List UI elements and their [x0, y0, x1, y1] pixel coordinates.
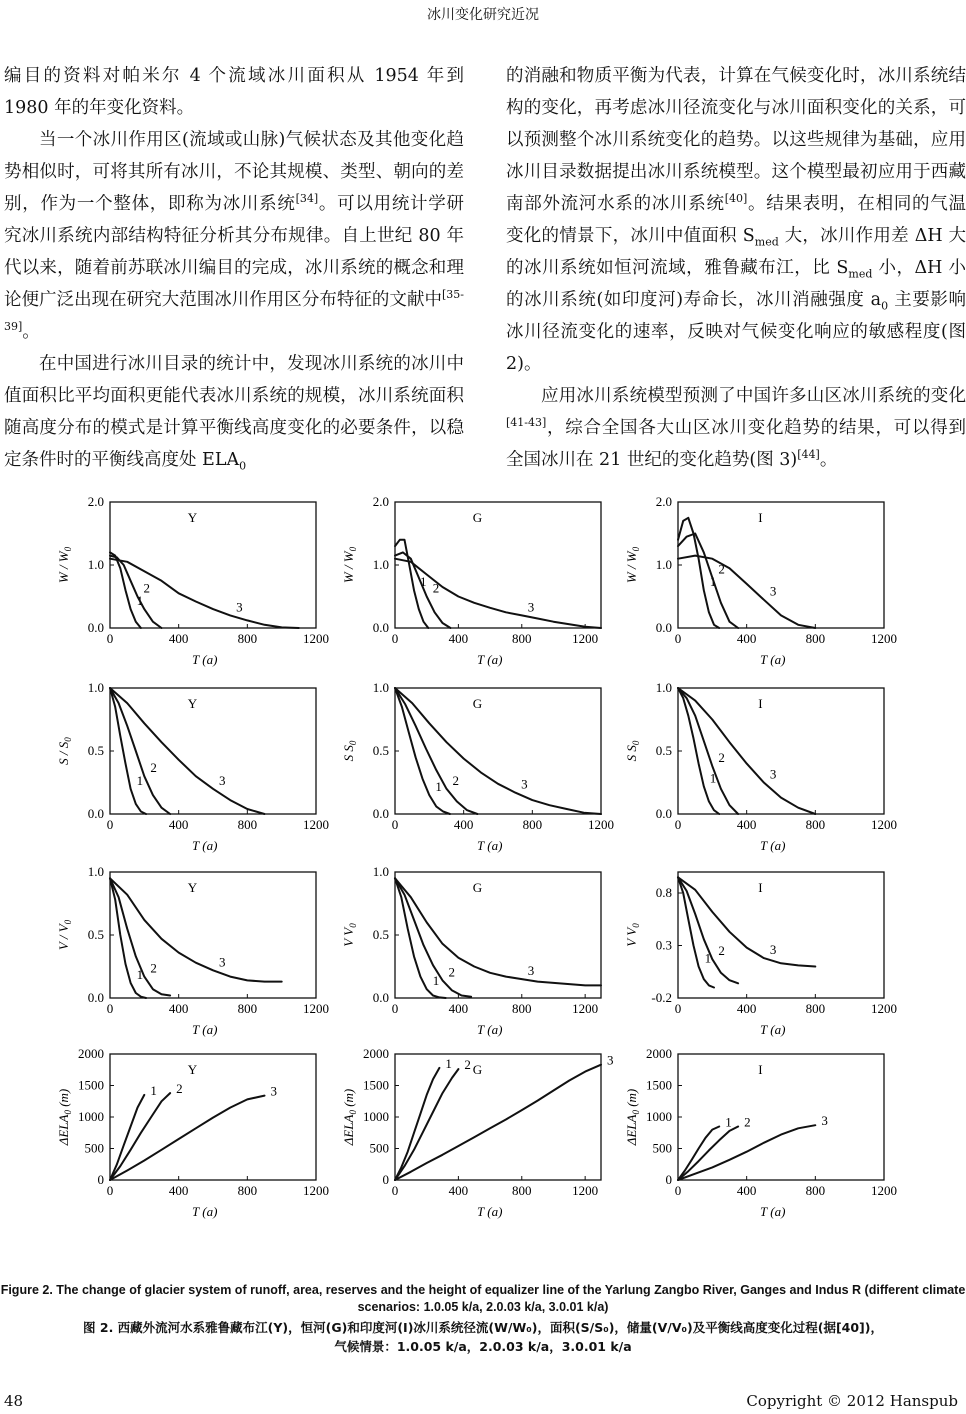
x-axis-title: T (a) — [192, 1204, 218, 1219]
series-label-2: 2 — [432, 580, 440, 596]
x-tick-label: 400 — [168, 1001, 189, 1016]
y-tick-label: 1.0 — [372, 864, 389, 879]
y-tick-label: 0.0 — [87, 990, 104, 1005]
series-label-3: 3 — [527, 599, 535, 615]
x-tick-label: 400 — [168, 631, 189, 646]
panel-label: I — [758, 880, 763, 895]
series-label-1: 1 — [725, 1114, 732, 1130]
y-tick-label: 0.5 — [655, 743, 672, 758]
y-tick-label: 500 — [84, 1140, 104, 1156]
series-label-3: 3 — [527, 963, 535, 979]
x-tick-label: 1200 — [572, 1001, 599, 1016]
chart-svg — [325, 496, 615, 672]
x-tick-label: 800 — [237, 631, 258, 646]
chart-svg — [325, 682, 615, 858]
series-line-2 — [395, 552, 451, 628]
series-label-3: 3 — [607, 1052, 614, 1068]
series-line-2 — [110, 1093, 170, 1180]
x-tick-label: 800 — [805, 631, 826, 646]
paragraph: 的消融和物质平衡为代表，计算在气候变化时，冰川系统结构的变化，再考虑冰川径流变化与冰川面积变化的关系，可以预测整个冰川系统变化的趋势。以这些规律为基础，应用冰川目录数据提出冰川系统模型。这个模型最初应用于西藏南部外流河水系的冰川系统[40]。结果表明，在相同的气温变化的情景下，冰川中值面积 $S_{med}$ 大，冰川作用差 ΔH 大的冰川系统如恒河流域，雅鲁藏布江，比 $S_{med}$ 小，ΔH 小的冰川系统(如印度河)寿命长，冰川消融强度 $a_0$ 主要影响冰川径流变化的速率，反映对气候变化响应的敏感程度(图 2)。 — [506, 66, 966, 374]
x-tick-label: 1200 — [303, 631, 329, 646]
y-tick-label: 2000 — [646, 1046, 672, 1061]
series-label-1: 1 — [709, 770, 717, 786]
chart-svg — [40, 866, 330, 1042]
y-tick-label: 1.0 — [372, 680, 389, 695]
series-line-1 — [110, 552, 141, 628]
x-tick-label: 0 — [674, 817, 682, 832]
series-line-2 — [678, 534, 738, 629]
series-line-1 — [110, 688, 146, 814]
citation: [35-39] — [4, 288, 464, 334]
x-axis-title: T (a) — [760, 838, 786, 853]
y-tick-label: 0 — [382, 1172, 389, 1187]
series-line-1 — [678, 877, 714, 987]
panel-label: G — [472, 510, 483, 525]
y-tick-label: 0.0 — [87, 806, 104, 821]
series-label-1: 1 — [704, 950, 712, 966]
paragraph: 应用冰川系统模型预测了中国许多山区冰川系统的变化[41-43]，综合全国各大山区冰川变化趋势的结果，可以得到全国冰川在 21 世纪的变化趋势(图 3)[44]。 — [506, 386, 966, 470]
chart-ela-i — [608, 1048, 898, 1224]
series-label-2: 2 — [448, 964, 456, 980]
chart-runoff-i — [608, 496, 898, 672]
series-line-3 — [395, 688, 601, 814]
chart-volume-i — [608, 866, 898, 1042]
x-tick-label: 800 — [805, 817, 826, 832]
panel-label: Y — [187, 880, 198, 895]
x-tick-label: 1200 — [871, 817, 897, 832]
y-axis-title: S $S_0$ — [624, 740, 641, 762]
series-label-1: 1 — [420, 574, 427, 590]
y-tick-label: 1.0 — [372, 557, 389, 572]
x-tick-label: 1200 — [871, 631, 897, 646]
series-line-2 — [395, 688, 477, 814]
y-axis-title: W / $W_0$ — [624, 546, 641, 584]
x-tick-label: 400 — [168, 817, 189, 832]
y-tick-label: 0.5 — [87, 927, 104, 942]
chart-svg — [40, 682, 330, 858]
x-tick-label: 1200 — [572, 631, 599, 646]
series-label-3: 3 — [769, 583, 777, 599]
x-tick-label: 1200 — [303, 1183, 329, 1198]
x-tick-label: 0 — [391, 817, 399, 832]
y-tick-label: 0.0 — [372, 806, 389, 821]
chart-runoff-g — [325, 496, 615, 672]
series-label-1: 1 — [136, 772, 144, 788]
series-label-2: 2 — [176, 1081, 183, 1097]
chart-area-i — [608, 682, 898, 858]
y-axis-title: W / $W_0$ — [56, 546, 73, 584]
y-axis-title: $\Delta ELA_0$ (m) — [56, 1088, 73, 1146]
x-axis-title: T (a) — [192, 838, 218, 853]
x-tick-label: 1200 — [588, 817, 614, 832]
series-label-1: 1 — [435, 779, 442, 795]
chart-area-g — [325, 682, 615, 858]
x-axis-title: T (a) — [477, 838, 503, 853]
x-tick-label: 800 — [805, 1183, 826, 1198]
series-line-1 — [678, 688, 719, 814]
x-tick-label: 0 — [106, 631, 114, 646]
panel-label: Y — [187, 1062, 198, 1077]
panel-label: Y — [187, 510, 198, 525]
chart-svg — [325, 1048, 615, 1224]
plot-frame — [110, 688, 316, 814]
y-tick-label: 1000 — [363, 1109, 389, 1124]
series-label-2: 2 — [464, 1057, 471, 1073]
chart-area-y — [40, 682, 330, 858]
x-tick-label: 0 — [391, 631, 399, 646]
series-label-2: 2 — [452, 772, 459, 788]
x-tick-label: 400 — [168, 1183, 189, 1198]
series-label-1: 1 — [709, 574, 717, 590]
chart-svg — [608, 1048, 898, 1224]
series-label-2: 2 — [150, 960, 157, 976]
x-tick-label: 0 — [674, 631, 682, 646]
x-tick-label: 400 — [453, 817, 474, 832]
y-tick-label: 2.0 — [87, 494, 104, 509]
series-line-3 — [395, 1065, 601, 1180]
chart-svg — [325, 866, 615, 1042]
series-label-3: 3 — [769, 766, 777, 782]
series-line-2 — [110, 688, 170, 814]
series-label-3: 3 — [219, 954, 226, 970]
y-tick-label: 0.5 — [372, 927, 389, 942]
x-tick-label: 0 — [106, 1183, 114, 1198]
series-line-3 — [110, 1096, 265, 1180]
x-tick-label: 800 — [512, 631, 532, 646]
panel-label: G — [472, 880, 483, 895]
x-tick-label: 800 — [512, 1001, 532, 1016]
y-axis-title: $\Delta ELA_0$ (m) — [624, 1088, 641, 1146]
y-axis-title: V / $V_0$ — [56, 919, 73, 951]
series-label-1: 1 — [445, 1055, 452, 1071]
x-tick-label: 800 — [522, 817, 543, 832]
left-text-column — [4, 60, 464, 476]
series-label-3: 3 — [821, 1113, 828, 1129]
chart-runoff-y — [40, 496, 330, 672]
y-tick-label: 1.0 — [655, 557, 672, 572]
series-label-3: 3 — [236, 599, 243, 615]
y-tick-label: -0.2 — [651, 990, 672, 1005]
x-tick-label: 0 — [391, 1001, 399, 1016]
panel-label: I — [758, 510, 763, 525]
series-label-3: 3 — [270, 1083, 277, 1099]
y-axis-title: V $V_0$ — [624, 923, 641, 947]
x-tick-label: 1200 — [572, 1183, 599, 1198]
chart-ela-y — [40, 1048, 330, 1224]
paragraph: 编目的资料对帕米尔 4 个流域冰川面积从 1954 年到 1980 年的年变化资料。 — [4, 66, 464, 118]
x-axis-title: T (a) — [760, 652, 786, 667]
panel-label: G — [472, 1062, 483, 1077]
series-line-2 — [678, 688, 738, 814]
chart-ela-g — [325, 1048, 615, 1224]
chart-svg — [40, 1048, 330, 1224]
series-label-2: 2 — [143, 580, 150, 596]
x-axis-title: T (a) — [192, 652, 218, 667]
x-axis-title: T (a) — [477, 1022, 503, 1037]
y-tick-label: 1.0 — [655, 680, 672, 695]
series-label-3: 3 — [769, 942, 777, 958]
series-label-3: 3 — [521, 776, 528, 792]
chart-svg — [608, 682, 898, 858]
y-tick-label: 500 — [652, 1140, 672, 1156]
y-axis-title: V $V_0$ — [341, 923, 358, 947]
x-tick-label: 800 — [512, 1183, 532, 1198]
x-tick-label: 400 — [736, 631, 757, 646]
paragraph: 当一个冰川作用区(流域或山脉)气候状态及其他变化趋势相似时，可将其所有冰川，不论其规模、类型、朝向的差别，作为一个整体，即称为冰川系统[34]。可以用统计学研究冰川系统内部结构特征分析其分布规律。自上世纪 80 年代以来，随着前苏联冰川编目的完成，冰川系统的概念和理论便广泛出现在研究大范围冰川作用区分布特征的文献中[35-39]。 — [4, 130, 465, 342]
plot-frame — [678, 872, 884, 998]
y-tick-label: 0.8 — [655, 885, 672, 900]
y-tick-label: 2.0 — [655, 494, 672, 509]
citation: [41-43] — [506, 416, 547, 430]
y-tick-label: 1500 — [646, 1077, 672, 1093]
paragraph: 在中国进行冰川目录的统计中，发现冰川系统的冰川中值面积比平均面积更能代表冰川系统的规模，冰川系统面积随高度分布的模式是计算平衡线高度变化的必要条件，以稳定条件时的平衡线高度处 $ELA_0$ — [4, 354, 464, 473]
series-label-2: 2 — [150, 760, 157, 776]
series-line-1 — [395, 688, 450, 814]
series-label-2: 2 — [718, 943, 725, 959]
y-tick-label: 0.0 — [372, 990, 389, 1005]
x-tick-label: 400 — [736, 817, 757, 832]
series-line-3 — [395, 878, 601, 985]
x-tick-label: 800 — [805, 1001, 826, 1016]
panel-label: I — [758, 1062, 763, 1077]
plot-frame — [395, 872, 601, 998]
series-line-3 — [678, 556, 815, 628]
series-label-2: 2 — [718, 750, 725, 766]
x-tick-label: 0 — [106, 817, 114, 832]
series-line-1 — [395, 1068, 439, 1180]
chart-svg — [40, 496, 330, 672]
y-tick-label: 0.0 — [87, 620, 104, 635]
plot-frame — [395, 1054, 601, 1180]
x-tick-label: 800 — [237, 1183, 258, 1198]
series-line-3 — [678, 1125, 815, 1180]
y-tick-label: 1.0 — [87, 680, 104, 695]
x-axis-title: T (a) — [760, 1022, 786, 1037]
y-tick-label: 0 — [97, 1172, 104, 1187]
y-tick-label: 0.0 — [372, 620, 389, 635]
y-tick-label: 0.0 — [655, 806, 672, 821]
y-tick-label: 1500 — [363, 1077, 389, 1093]
series-label-1: 1 — [136, 966, 144, 982]
plot-frame — [395, 688, 601, 814]
panel-label: Y — [187, 696, 198, 711]
x-axis-title: T (a) — [477, 1204, 503, 1219]
x-tick-label: 0 — [106, 1001, 114, 1016]
y-tick-label: 2000 — [78, 1046, 104, 1061]
y-axis-title: W / $W_0$ — [341, 546, 358, 584]
x-axis-title: T (a) — [192, 1022, 218, 1037]
series-line-3 — [678, 688, 815, 814]
x-tick-label: 0 — [391, 1183, 399, 1198]
x-tick-label: 400 — [448, 631, 469, 646]
figure-caption-zh: 图 2. 西藏外流河水系雅鲁藏布江(Y)，恒河(G)和印度河(I)冰川系统径流(W/W₀)，面积(S/S₀)，储量(V/V₀)及平衡线高度变化过程(据[40])， 气候情景：1.0.05 k/a，2.0.03 k/a，3.0.01 k/a — [83, 1320, 883, 1354]
y-axis-title: S $S_0$ — [341, 740, 358, 762]
y-axis-title: S / $S_0$ — [56, 737, 73, 765]
x-tick-label: 400 — [448, 1001, 469, 1016]
series-label-1: 1 — [136, 593, 144, 609]
x-axis-title: T (a) — [477, 652, 503, 667]
figure-caption-en: Figure 2. The change of glacier system of runoff, area, reserves and the height of equalizer line of the Yarlung Zangbo River, Ganges and Indus R (different climate scenarios: 1.0.05 k/a, 2.0.03 k/a, 3.0.01 k/a) — [0, 1283, 966, 1314]
chart-svg — [608, 866, 898, 1042]
y-tick-label: 1000 — [78, 1109, 104, 1124]
x-tick-label: 1200 — [303, 817, 329, 832]
y-tick-label: 0 — [665, 1172, 672, 1187]
series-label-2: 2 — [744, 1114, 751, 1130]
x-tick-label: 1200 — [871, 1183, 897, 1198]
chart-volume-g — [325, 866, 615, 1042]
panel-label: I — [758, 696, 763, 711]
copyright: Copyright © 2012 Hanspub — [746, 1392, 958, 1410]
citation: [34] — [295, 192, 319, 206]
series-label-1: 1 — [150, 1082, 157, 1098]
page-number: 48 — [4, 1392, 24, 1410]
y-tick-label: 2000 — [363, 1046, 389, 1061]
x-tick-label: 400 — [448, 1183, 469, 1198]
y-tick-label: 0.5 — [87, 743, 104, 758]
series-label-2: 2 — [718, 561, 725, 577]
chart-svg — [608, 496, 898, 672]
panel-label: G — [472, 696, 483, 711]
x-axis-title: T (a) — [760, 1204, 786, 1219]
citation: [40] — [724, 192, 748, 206]
series-line-1 — [678, 518, 719, 628]
series-label-1: 1 — [432, 973, 440, 989]
plot-frame — [678, 688, 884, 814]
x-tick-label: 800 — [237, 817, 258, 832]
plot-frame — [678, 1054, 884, 1180]
y-tick-label: 0.3 — [655, 937, 672, 953]
x-tick-label: 1200 — [303, 1001, 329, 1016]
y-tick-label: 2.0 — [372, 494, 389, 509]
x-tick-label: 0 — [674, 1183, 682, 1198]
x-tick-label: 1200 — [871, 1001, 897, 1016]
y-tick-label: 1000 — [646, 1109, 672, 1124]
citation: [44] — [797, 448, 820, 462]
x-tick-label: 800 — [237, 1001, 258, 1016]
chart-volume-y — [40, 866, 330, 1042]
x-tick-label: 0 — [674, 1001, 682, 1016]
series-label-3: 3 — [219, 772, 226, 788]
y-axis-title: $\Delta ELA_0$ (m) — [341, 1088, 358, 1146]
y-tick-label: 0.5 — [372, 743, 389, 758]
y-tick-label: 500 — [369, 1140, 389, 1156]
x-tick-label: 400 — [736, 1183, 757, 1198]
running-header: 冰川变化研究近况 — [427, 7, 539, 23]
y-tick-label: 1.0 — [87, 557, 104, 572]
x-tick-label: 400 — [736, 1001, 757, 1016]
y-tick-label: 1.0 — [87, 864, 104, 879]
y-tick-label: 0.0 — [655, 620, 672, 635]
y-tick-label: 1500 — [78, 1077, 104, 1093]
right-text-column — [506, 60, 966, 476]
